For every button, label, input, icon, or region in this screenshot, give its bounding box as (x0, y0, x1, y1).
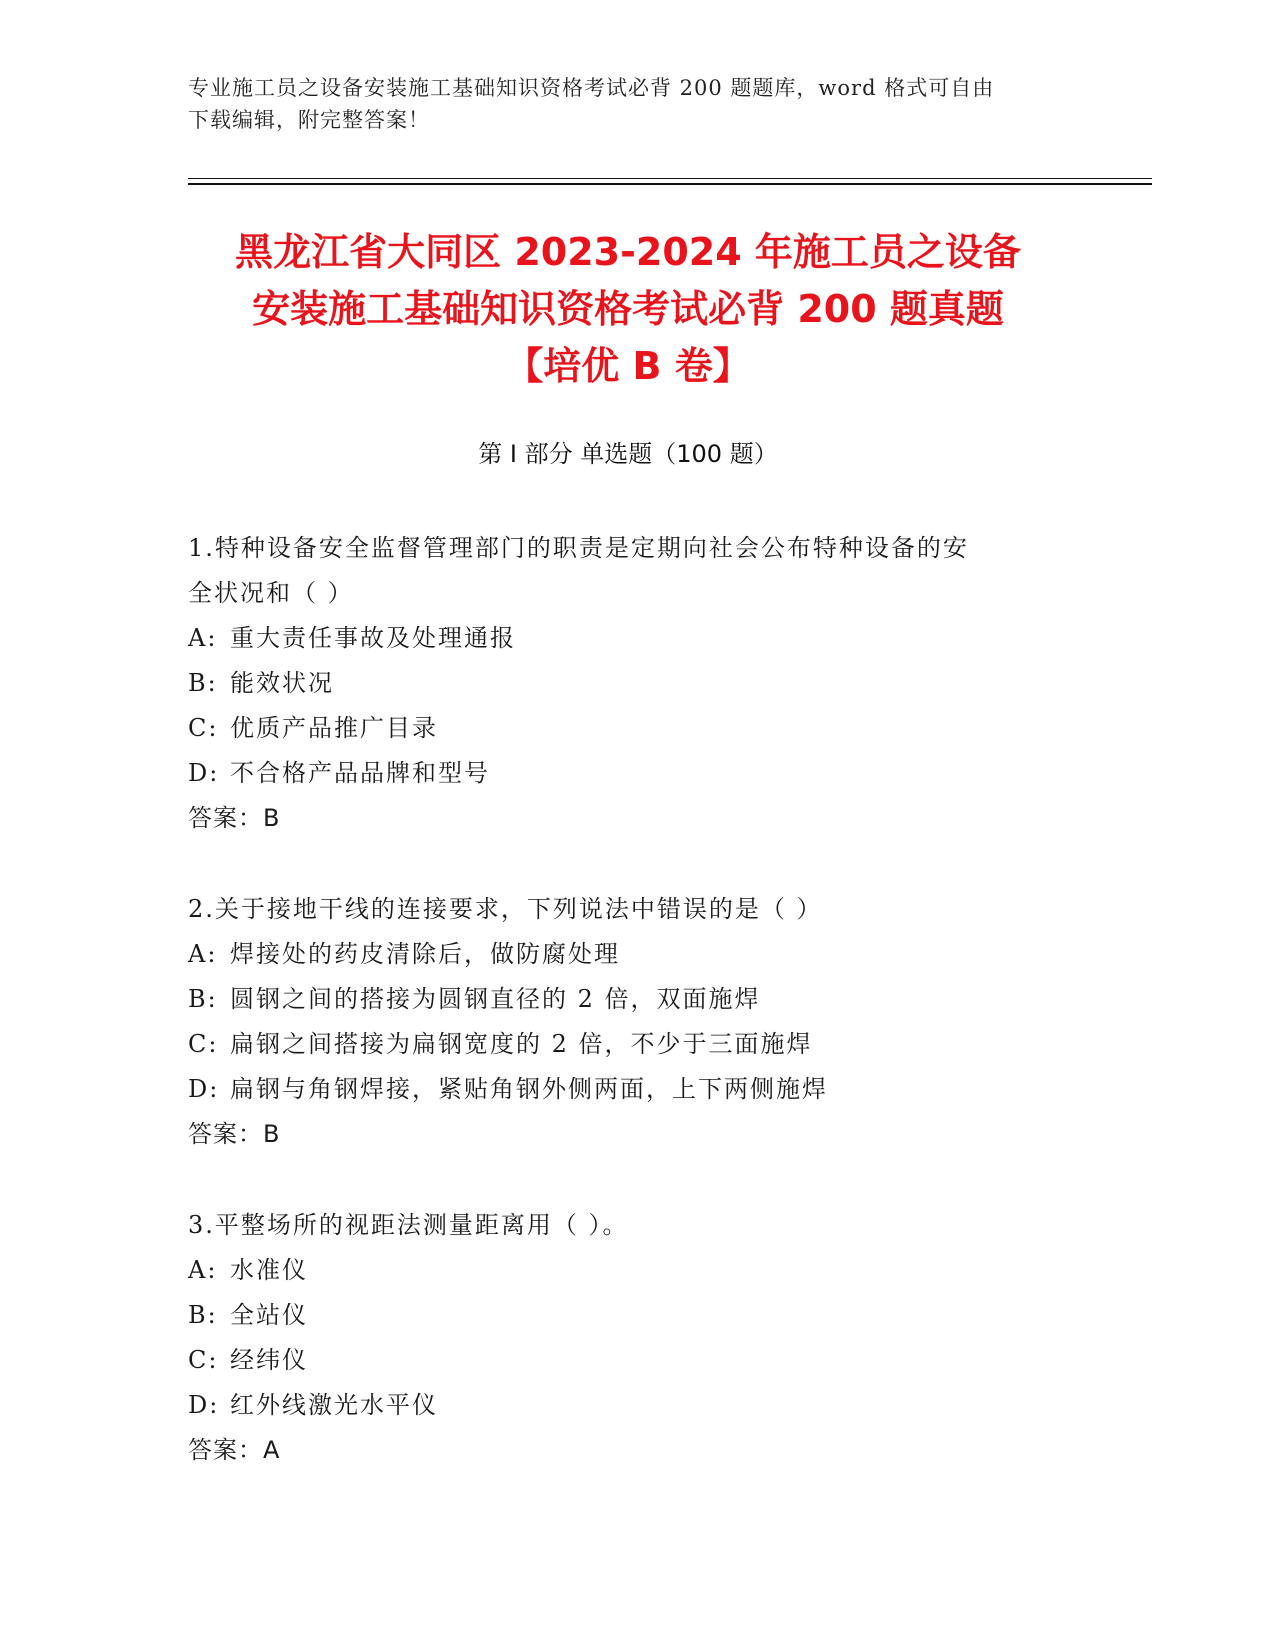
answer: 答案：B (188, 804, 281, 832)
title-line: 安装施工基础知识资格考试必背 200 题真题 (252, 287, 1004, 331)
option-b (188, 661, 1088, 706)
option-text: 焊接处的药皮清除后，做防腐处理 (230, 940, 620, 968)
document-title (188, 224, 1068, 395)
option-c (188, 1338, 1088, 1383)
question-1 (188, 526, 1088, 841)
option-text: 重大责任事故及处理通报 (230, 624, 516, 652)
option-key: D: (188, 759, 220, 787)
option-a (188, 616, 1088, 661)
option-key: C: (188, 1030, 219, 1058)
option-key: C: (188, 714, 219, 742)
question-list (188, 526, 1088, 1519)
question-stem: 3.平整场所的视距法测量距离用（ ）。 (188, 1211, 629, 1239)
option-b (188, 977, 1088, 1022)
option-d (188, 751, 1088, 796)
section-title: 第 I 部分 单选题（100 题） (478, 440, 778, 468)
option-key: A: (188, 1256, 218, 1284)
option-text: 红外线激光水平仪 (230, 1391, 438, 1419)
option-text: 优质产品推广目录 (230, 714, 438, 742)
option-b (188, 1293, 1088, 1338)
option-c (188, 1022, 1088, 1067)
question-stem: 1.特种设备安全监督管理部门的职责是定期向社会公布特种设备的安 (188, 534, 969, 562)
question-3 (188, 1203, 1088, 1473)
option-text: 圆钢之间的搭接为圆钢直径的 2 倍，双面施焊 (230, 985, 761, 1013)
question-2 (188, 887, 1088, 1157)
option-text: 全站仪 (230, 1301, 308, 1329)
question-stem: 全状况和（ ） (188, 579, 354, 607)
option-text: 扁钢与角钢焊接，紧贴角钢外侧两面，上下两侧施焊 (230, 1075, 828, 1103)
question-stem: 2.关于接地干线的连接要求，下列说法中错误的是（ ） (188, 895, 823, 923)
option-a (188, 932, 1088, 977)
option-d (188, 1067, 1088, 1112)
answer: 答案：A (188, 1436, 281, 1464)
title-line: 黑龙江省大同区 2023-2024 年施工员之设备 (235, 230, 1021, 274)
option-key: D: (188, 1391, 220, 1419)
option-key: B: (188, 1301, 218, 1329)
option-c (188, 706, 1088, 751)
option-d (188, 1383, 1088, 1428)
header-divider-thin (188, 178, 1152, 179)
option-text: 经纬仪 (230, 1346, 308, 1374)
header-note-line: 专业施工员之设备安装施工基础知识资格考试必背 200 题题库，word 格式可自由 (188, 76, 995, 100)
option-key: C: (188, 1346, 219, 1374)
header-note (188, 72, 1088, 136)
option-key: B: (188, 985, 218, 1013)
option-key: D: (188, 1075, 220, 1103)
option-key: B: (188, 669, 218, 697)
answer: 答案：B (188, 1120, 281, 1148)
header-divider-thick (188, 183, 1152, 185)
option-text: 不合格产品品牌和型号 (230, 759, 490, 787)
option-a (188, 1248, 1088, 1293)
option-key: A: (188, 940, 218, 968)
option-key: A: (188, 624, 218, 652)
option-text: 水准仪 (230, 1256, 308, 1284)
header-note-line: 下载编辑，附完整答案！ (188, 108, 430, 132)
option-text: 扁钢之间搭接为扁钢宽度的 2 倍，不少于三面施焊 (230, 1030, 813, 1058)
option-text: 能效状况 (230, 669, 334, 697)
title-line: 【培优 B 卷】 (505, 344, 751, 388)
